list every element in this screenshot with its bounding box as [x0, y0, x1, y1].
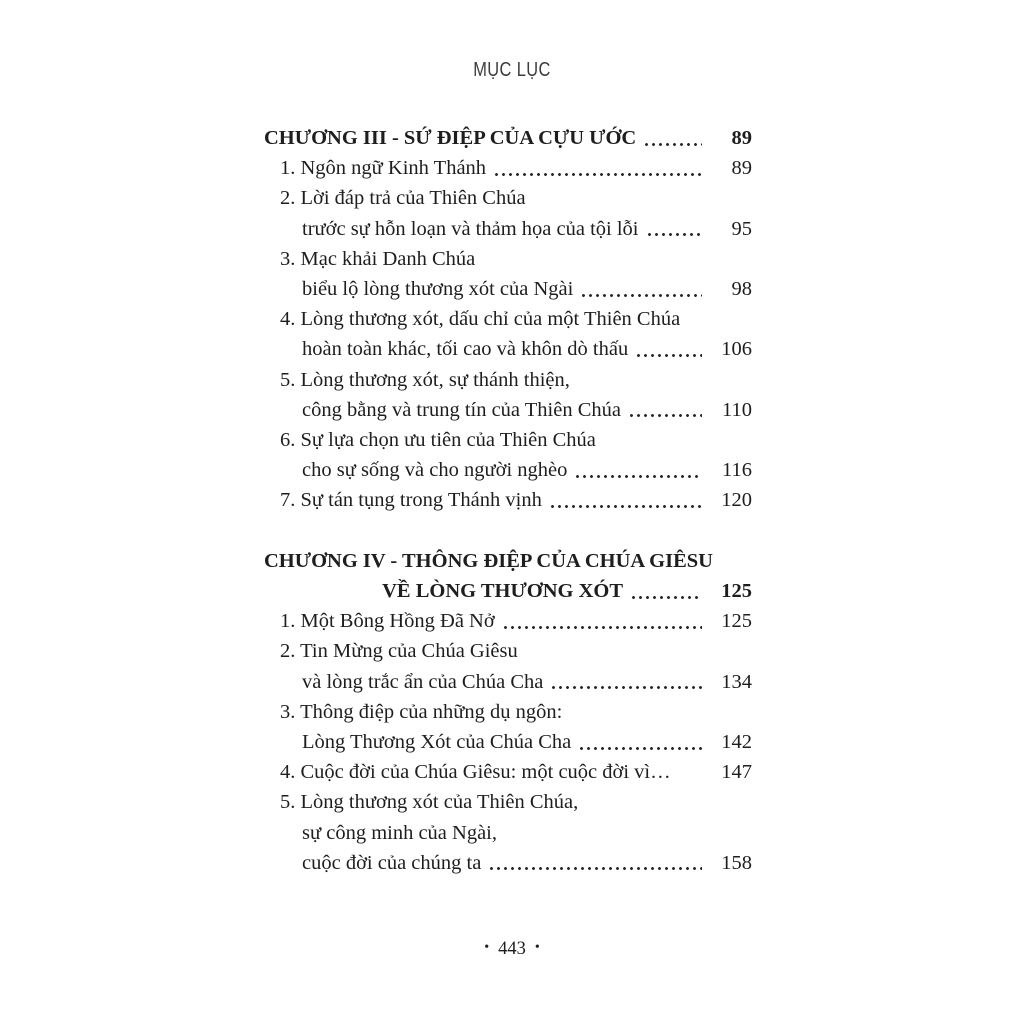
footer-bullet-right: • — [534, 940, 540, 955]
dot-leader — [633, 334, 702, 364]
entry-page-number: 134 — [721, 670, 752, 693]
entry-text-continuation: cuộc đời của chúng ta — [302, 851, 482, 874]
toc-entry — [280, 425, 752, 485]
entry-page-number: 110 — [722, 398, 752, 421]
chapter-heading-row-continuation — [264, 576, 752, 606]
toc-entry — [280, 757, 752, 787]
chapter-entries — [280, 153, 752, 515]
toc-section-chapter-3 — [264, 123, 752, 516]
toc-entry — [280, 787, 752, 878]
entry-text: 5. Lòng thương xót, sự thánh thiện, — [280, 368, 570, 391]
dot-leader — [500, 606, 702, 636]
toc-entry — [280, 485, 752, 515]
entry-text-continuation: biểu lộ lòng thương xót của Ngài — [302, 278, 574, 301]
dot-leader — [641, 123, 702, 153]
page-header-title: MỤC LỤC — [473, 59, 551, 81]
chapter-heading-row — [264, 123, 752, 153]
entry-page-number: 89 — [731, 157, 752, 180]
entry-text: 7. Sự tán tụng trong Thánh vịnh — [280, 489, 542, 512]
entry-text: 3. Mạc khải Danh Chúa — [280, 247, 476, 270]
dot-leader — [626, 395, 702, 425]
entry-text: 2. Lời đáp trả của Thiên Chúa — [280, 187, 526, 210]
chapter-page-number: 125 — [721, 580, 752, 603]
entry-text: 6. Sự lựa chọn ưu tiên của Thiên Chúa — [280, 429, 596, 452]
entry-text: 1. Một Bông Hồng Đã Nở — [280, 610, 495, 633]
page-footer — [0, 936, 1024, 962]
footer-bullet-left: • — [484, 940, 490, 955]
entry-text: 4. Lòng thương xót, dấu chỉ của một Thiên Chúa — [280, 308, 681, 331]
table-of-contents — [264, 123, 752, 878]
entry-text-continuation: và lòng trắc ẩn của Chúa Cha — [302, 670, 544, 693]
toc-entry — [280, 697, 752, 757]
entry-text: 3. Thông điệp của những dụ ngôn: — [280, 700, 563, 723]
dot-leader — [576, 727, 702, 757]
entry-text: 5. Lòng thương xót của Thiên Chúa, — [280, 791, 579, 814]
chapter-title: CHƯƠNG III - SỨ ĐIỆP CỦA CỰU ƯỚC — [264, 127, 637, 149]
entry-page-number: 106 — [721, 338, 752, 361]
dot-leader — [547, 485, 702, 515]
entry-page-number: 142 — [721, 731, 752, 754]
entry-page-number: 95 — [731, 217, 752, 240]
entry-text-continuation: sự công minh của Ngài, — [302, 821, 498, 844]
toc-entry — [280, 153, 752, 183]
chapter-title: CHƯƠNG IV - THÔNG ĐIỆP CỦA CHÚA GIÊSU — [264, 549, 713, 572]
chapter-entries — [280, 606, 752, 878]
dot-leader — [548, 667, 702, 697]
entry-text: 1. Ngôn ngữ Kinh Thánh — [280, 157, 487, 180]
dot-leader — [491, 153, 702, 183]
toc-entry — [280, 636, 752, 696]
chapter-title-continuation: VỀ LÒNG THƯƠNG XÓT — [382, 580, 623, 603]
entry-page-number: 158 — [721, 851, 752, 874]
dot-leader — [578, 274, 702, 304]
chapter-page-number: 89 — [731, 127, 752, 149]
entry-text-continuation: Lòng Thương Xót của Chúa Cha — [302, 731, 572, 754]
footer-page-number: 443 — [498, 939, 526, 959]
entry-text: 2. Tin Mừng của Chúa Giêsu — [280, 640, 518, 663]
toc-entry — [280, 244, 752, 304]
toc-entry — [280, 606, 752, 636]
toc-entry — [280, 304, 752, 364]
chapter-heading-row — [264, 546, 752, 576]
entry-text-continuation: trước sự hỗn loạn và thảm họa của tội lỗi — [302, 217, 639, 240]
toc-section-chapter-4 — [264, 546, 752, 878]
entry-page-number: 98 — [731, 278, 752, 301]
entry-text-continuation: công bằng và trung tín của Thiên Chúa — [302, 398, 622, 421]
dot-leader — [628, 576, 702, 606]
entry-page-number: 120 — [721, 489, 752, 512]
entry-text-continuation: cho sự sống và cho người nghèo — [302, 459, 568, 482]
entry-text: 4. Cuộc đời của Chúa Giêsu: một cuộc đời vì… — [280, 761, 671, 784]
entry-page-number: 125 — [721, 610, 752, 633]
toc-entry — [280, 183, 752, 243]
entry-text-continuation: hoàn toàn khác, tối cao và khôn dò thấu — [302, 338, 629, 361]
dot-leader — [644, 214, 703, 244]
entry-page-number: 147 — [721, 761, 752, 784]
dot-leader — [572, 455, 702, 485]
toc-entry — [280, 365, 752, 425]
dot-leader — [486, 848, 702, 878]
entry-page-number: 116 — [722, 459, 752, 482]
blank-leader — [671, 757, 704, 787]
